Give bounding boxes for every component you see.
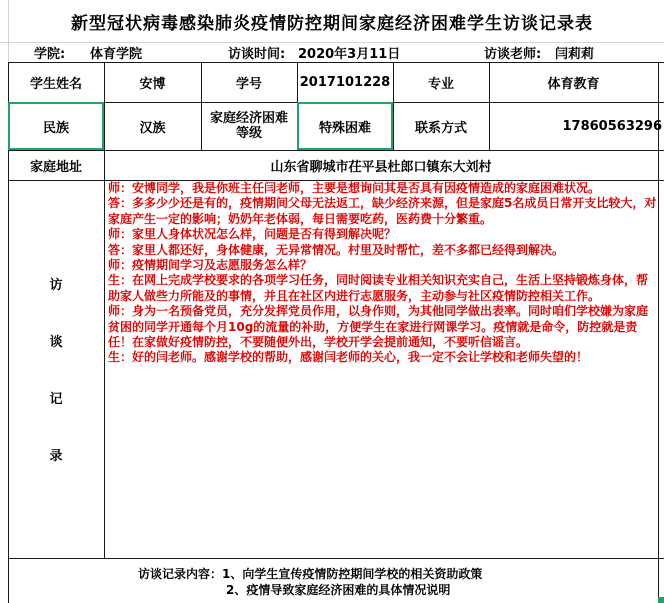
record-side-label bbox=[8, 181, 104, 557]
interview-time-label: 访谈时间: bbox=[228, 46, 286, 62]
student-id-value[interactable]: 2017101228 bbox=[299, 74, 391, 90]
record-paragraph: 师：身为一名预备党员，充分发挥党员作用，以身作则，为其他同学做出表率。同时咱们学校嫌为家庭贫困的同学开通每个月10g的流量的补助，方便学生在家进行网课学习。疫情就是命令，防控就是责任！在家做好疫情防控，不要随便外出，学校开学会提前通知，不要听信谣言。 bbox=[108, 304, 649, 350]
table-border bbox=[8, 558, 664, 559]
address-value[interactable]: 山东省聊城市茌平县杜郎口镇东大刘村 bbox=[270, 159, 492, 175]
record-paragraph: 答：家里人都还好，身体健康，无异常情况。村里及时帮忙，差不多都已经得到解决。 bbox=[108, 242, 565, 257]
teacher-label: 访谈老师: bbox=[484, 46, 542, 62]
contact-value[interactable]: 17860563296 bbox=[562, 118, 662, 134]
record-paragraph: 生：好的闫老师。感谢学校的帮助，感谢闫老师的关心，我一定不会让学校和老师失望的！ bbox=[108, 350, 589, 365]
college-label: 学院: bbox=[34, 46, 66, 62]
difficulty-level-value[interactable]: 特殊困难 bbox=[318, 120, 371, 136]
record-paragraph: 师：疫情期间学习及志愿服务怎么样？ bbox=[108, 258, 313, 273]
address-label: 家庭地址 bbox=[29, 159, 82, 175]
record-content-footer[interactable] bbox=[8, 562, 664, 603]
teacher-value: 闫莉莉 bbox=[555, 46, 595, 62]
footer-line-1: 访谈记录内容：1、向学生宣传疫情防控期间学校的相关资助政策 bbox=[138, 567, 483, 581]
fill-handle[interactable] bbox=[658, 597, 664, 603]
page-title: 新型冠状病毒感染肺炎疫情防控期间家庭经济困难学生访谈记录表 bbox=[71, 13, 593, 34]
record-paragraph: 生：在网上完成学校要求的各项学习任务，同时阅读专业相关知识充实自己，生活上坚持锻炼身体，帮助家人做些力所能及的事情，并且在社区内进行志愿服务，主动参与社区疫情防控相关工作。 bbox=[108, 273, 649, 303]
footer-line-2: 2、疫情导致家庭经济困难的具体情况说明 bbox=[226, 583, 451, 597]
student-id-label: 学号 bbox=[235, 76, 262, 92]
interview-time-value: 2020年3月11日 bbox=[298, 46, 401, 62]
record-side-char: 谈 bbox=[49, 335, 63, 350]
record-paragraph: 答：多多少少还是有的，疫情期间父母无法返工，缺少经济来源，但是家庭5名成员日常开支比较大，对家庭产生一定的影响；奶奶年老体弱，每日需要吃药，医药费十分繁重。 bbox=[108, 196, 657, 226]
major-label: 专业 bbox=[427, 76, 454, 92]
student-name-label: 学生姓名 bbox=[29, 76, 82, 92]
contact-label: 联系方式 bbox=[414, 120, 467, 136]
record-side-char: 记 bbox=[49, 392, 63, 407]
interview-record-text[interactable] bbox=[108, 181, 658, 551]
major-value[interactable]: 体育教育 bbox=[547, 76, 600, 92]
ethnic-value[interactable]: 汉族 bbox=[139, 120, 166, 136]
student-name-value[interactable]: 安博 bbox=[139, 76, 166, 92]
college-value: 体育学院 bbox=[90, 46, 143, 62]
record-side-char: 录 bbox=[49, 449, 63, 464]
difficulty-level-label: 家庭经济困难等级 bbox=[209, 111, 288, 141]
record-paragraph: 师：家里人身体状况怎么样，问题是否有得到解决呢？ bbox=[108, 227, 397, 242]
record-paragraph: 师：安博同学，我是你班主任闫老师，主要是想询问其是否具有因疫情造成的家庭困难状况。 bbox=[108, 181, 601, 195]
ethnic-label: 民族 bbox=[42, 120, 69, 136]
record-side-char: 访 bbox=[49, 278, 63, 293]
